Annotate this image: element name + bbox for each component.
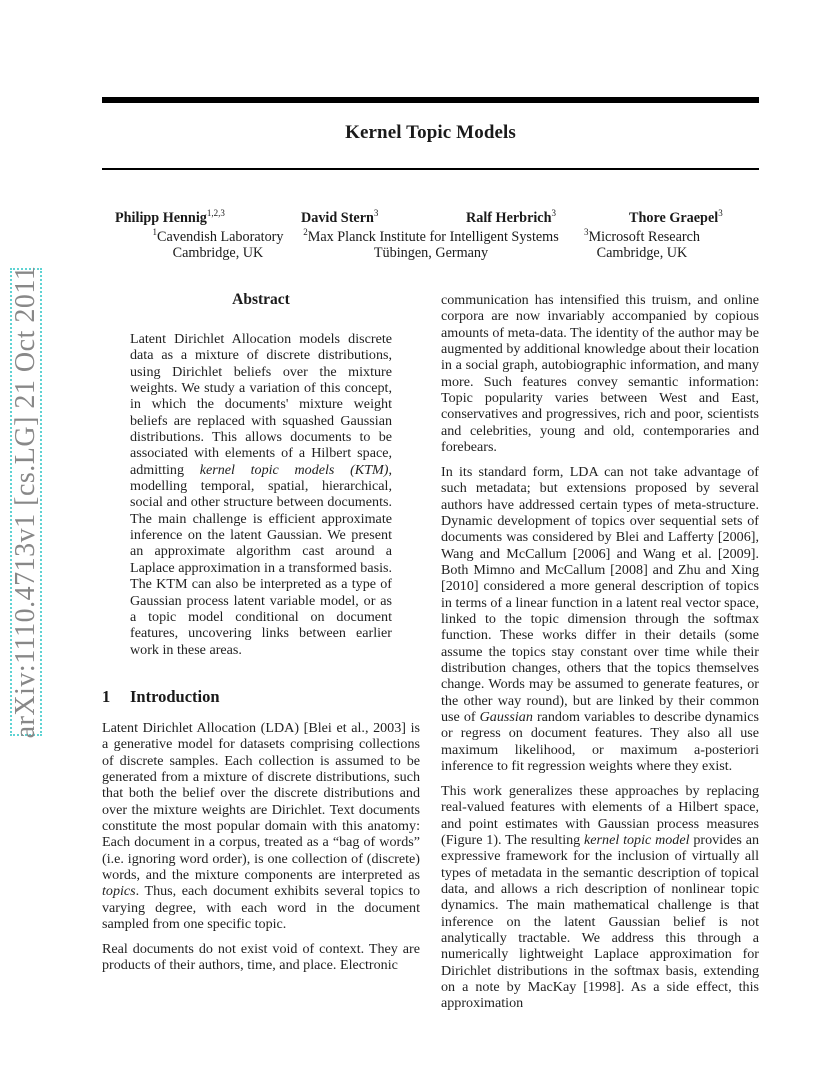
section-number: 1 xyxy=(102,687,111,706)
abstract-body xyxy=(130,331,392,658)
body-paragraph xyxy=(102,720,420,932)
body-paragraph: Real documents do not exist void of context. They are products of their authors, time, and place. Electronic xyxy=(102,940,420,974)
emphasis: kernel topic models (KTM) xyxy=(199,461,389,478)
body-paragraph xyxy=(441,783,759,1012)
text-span: random variables to describe dynamics or regress on document features. They also all use maximum likelihood, or maximum a-posteriori inference to fit regression weights where they exist. xyxy=(441,709,759,775)
author-affil-marker: 1,2,3 xyxy=(206,208,225,218)
affil-line2: Tübingen, Germany xyxy=(373,245,489,261)
author xyxy=(466,210,556,226)
emphasis: Gaussian xyxy=(479,709,533,726)
author xyxy=(629,210,723,226)
section-heading xyxy=(102,687,220,707)
body-paragraph: communication has intensified this truism, and online corpora are now invariably accompanied by copious amounts of meta-data. The identity of the author may be augmented by additional knowledge about their location in a social graph, autobiographic information, and many more. Such features convey semantic information: Topic popularity varies between West and East, conservatives and progressives, rich and poor, scientists and celebrities, young and old, contemporaries and forebears. xyxy=(441,292,759,456)
author-name: David Stern xyxy=(301,210,374,226)
intro-left-column xyxy=(102,720,420,974)
author-affil-marker: 3 xyxy=(551,208,556,218)
text-span: Latent Dirichlet Allocation (LDA) [Blei et al., 2003] is a generative model for datasets comprising collections of discrete samples. Each collection is assumed to be generated from a mixture of discrete distributions, such that both the belief over the discrete distributions and over the mixture weights are Dirichlet. Text documents constitute the most popular domain with this anatomy: Each document in a corpus, treated as a “bag of words” (i.e. ignoring word order), is one collection of (discrete) words, and the mixture components are interpreted as xyxy=(102,720,420,884)
right-column xyxy=(441,292,759,1012)
section-title: Introduction xyxy=(130,687,220,706)
author-name: Ralf Herbrich xyxy=(466,210,552,226)
text-span: In its standard form, LDA can not take advantage of such metadata; but extensions proposed by several authors have addressed certain types of meta-structure. Dynamic development of topics over sequential sets of documents was considered by Blei and Lafferty [2006], Wang and McCallum [2006] and Wang et al. [2009]. Both Mimno and McCallum [2008] and Zhu and Xing [2010] considered a more general description of topics in terms of a linear function in a latent real vector space, linked to the topic dimension through the softmax function. These works differ in their details (some assume the topics stay constant over time while their distribution changes, others that the topics themselves change. Words may be assumed to generate features, or the other way round), but are linked by their common use of xyxy=(441,463,759,726)
affil-line1: Microsoft Research xyxy=(588,229,700,245)
paper-title: Kernel Topic Models xyxy=(345,122,516,143)
affil-marker: 1 xyxy=(152,227,158,237)
affil-line1: Cavendish Laboratory xyxy=(157,229,284,245)
text-span: Latent Dirichlet Allocation models discrete data as a mixture of discrete distributions, using Dirichlet beliefs over the mixture weights. We study a variation of this concept, in which the documents' mixture weight beliefs are replaced with squashed Gaussian distributions. This allows documents to be associated with elements of a Hilbert space, admitting xyxy=(130,331,392,478)
author xyxy=(115,210,225,226)
affil-marker: 2 xyxy=(303,227,308,237)
author-affil-marker: 3 xyxy=(373,208,379,218)
affiliation xyxy=(146,229,290,261)
affil-line1: Max Planck Institute for Intelligent Systems xyxy=(307,229,559,245)
emphasis: topics xyxy=(102,883,136,900)
arxiv-stamp-box xyxy=(10,265,42,739)
author-affil-marker: 3 xyxy=(718,208,723,218)
text-span: . Thus, each document exhibits several topics to varying degree, with each word in the document sampled from one specific topic. xyxy=(102,883,420,933)
affil-line2: Cambridge, UK xyxy=(172,245,264,261)
arxiv-stamp: arXiv:1110.4713v1 [cs.LG] 21 Oct 2011 xyxy=(10,265,41,739)
abstract-heading: Abstract xyxy=(232,291,290,308)
author xyxy=(301,210,378,226)
text-span: This work generalizes these approaches by replacing real-valued features with elements of a Hilbert space, and point estimates with Gaussian process measures (Figure 1). The resulting xyxy=(441,782,759,848)
abstract-paragraph xyxy=(130,331,392,658)
title-rule-bottom xyxy=(102,168,759,170)
title-rule-top xyxy=(102,97,759,103)
affil-marker: 3 xyxy=(584,227,589,237)
affil-line2: Cambridge, UK xyxy=(596,245,688,261)
affiliation xyxy=(295,229,567,261)
affiliation xyxy=(580,229,704,261)
text-span: , modelling temporal, spatial, hierarchical, social and other structure between documents. The main challenge is efficient approximate inference on the latent Gaussian. We present an approximate algorithm cast around a Laplace approximation in a transformed basis. The KTM can also be interpreted as a type of Gaussian process latent variable model, or as a topic model conditional on document features, uncovering links between earlier work in these areas. xyxy=(130,461,393,658)
text-span: provides an expressive framework for the inclusion of virtually all types of metadata in the semantic description of topical data, and allows a rich description of nonlinear topic dynamics. The main mathematical challenge is that inference on the latent Gaussian belief is not analytically tractable. We address this through a numerically lightweight Laplace approximation for Dirichlet distributions in the softmax basis, extending on a note by MacKay [1998]. As a side effect, this approximation xyxy=(441,832,759,1012)
emphasis: kernel topic model xyxy=(584,832,690,848)
body-paragraph xyxy=(441,464,759,775)
author-name: Thore Graepel xyxy=(629,210,719,226)
author-name: Philipp Hennig xyxy=(115,210,207,226)
